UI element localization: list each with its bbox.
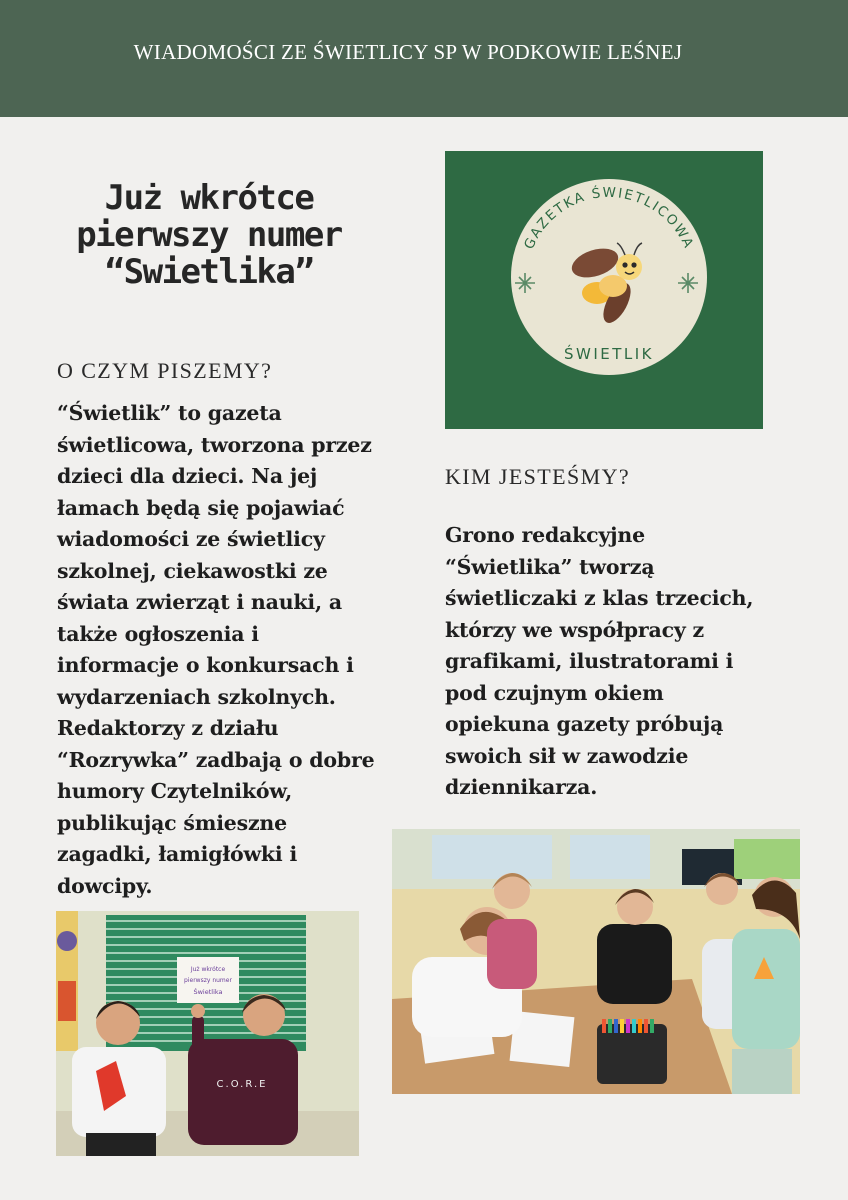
- body-line: opiekuna gazety próbują: [445, 712, 724, 736]
- page-header: [0, 0, 848, 117]
- body-line: wiadomości ze świetlicy: [57, 527, 325, 551]
- body-line: publikując śmieszne: [57, 810, 287, 835]
- body-line: humory Czytelników,: [57, 779, 293, 803]
- body-line: świata zwierząt i nauki, a: [57, 590, 342, 614]
- header-title: WIADOMOŚCI ZE ŚWIETLICY SP W PODKOWIE LEŚNEJ: [133, 40, 683, 64]
- poster-line-1: Już wkrótce: [190, 966, 226, 973]
- body-line: szkolnej, ciekawostki ze: [57, 558, 328, 583]
- section-heading-about: O CZYM PISZEMY?: [57, 358, 273, 383]
- photo-boys-image: [56, 911, 359, 1156]
- body-line: dzieci dla dzieci. Na jej: [57, 464, 318, 488]
- body-line: dowcipy.: [57, 873, 153, 898]
- section-body-about: [57, 398, 417, 902]
- body-line: świetlicowa, tworzona przez: [57, 432, 372, 457]
- body-line: którzy we współpracy z: [445, 617, 704, 642]
- logo-arc-text: GAZETKA ŚWIETLICOWA: [521, 184, 697, 252]
- photo-classroom-image: [392, 829, 800, 1094]
- headline-line-1: Już wkrótce: [104, 178, 314, 218]
- body-line: Grono redakcyjne: [445, 523, 645, 547]
- body-line: zagadki, łamigłówki i: [57, 842, 298, 866]
- photo-boys-with-poster: [56, 911, 359, 1156]
- body-line: wydarzeniach szkolnych.: [57, 684, 336, 709]
- body-line: łamach będą się pojawiać: [57, 495, 345, 520]
- headline-line-3: “Swietlika”: [104, 252, 314, 292]
- body-line: “Świetlika” tworzą: [445, 554, 655, 579]
- headline-line-2: pierwszy numer: [76, 215, 342, 255]
- body-line: swoich sił w zawodzie: [445, 743, 689, 768]
- body-line: informacje o konkursach i: [57, 653, 354, 677]
- headline: [50, 180, 368, 291]
- photo-children-working: [392, 829, 800, 1094]
- poster-line-3: Świetlika: [193, 988, 223, 996]
- body-line: grafikami, ilustratorami i: [445, 649, 734, 673]
- logo-name: ŚWIETLIK: [563, 345, 655, 363]
- section-body-team: [445, 520, 805, 804]
- body-line: dziennikarza.: [445, 775, 598, 799]
- newsletter-logo: [445, 151, 763, 429]
- section-heading-team: KIM JESTEŚMY?: [445, 464, 631, 489]
- body-line: także ogłoszenia i: [57, 621, 259, 646]
- body-line: świetliczaki z klas trzecich,: [445, 586, 754, 610]
- firefly-logo-icon: [445, 151, 763, 429]
- poster-line-2: pierwszy numer: [184, 977, 232, 984]
- shirt-print: C.O.R.E: [216, 1079, 268, 1090]
- body-line: “Rozrywka” zadbają o dobre: [57, 747, 375, 772]
- body-line: “Świetlik” to gazeta: [57, 401, 282, 425]
- body-line: Redaktorzy z działu: [57, 716, 279, 740]
- body-line: pod czujnym okiem: [445, 680, 664, 705]
